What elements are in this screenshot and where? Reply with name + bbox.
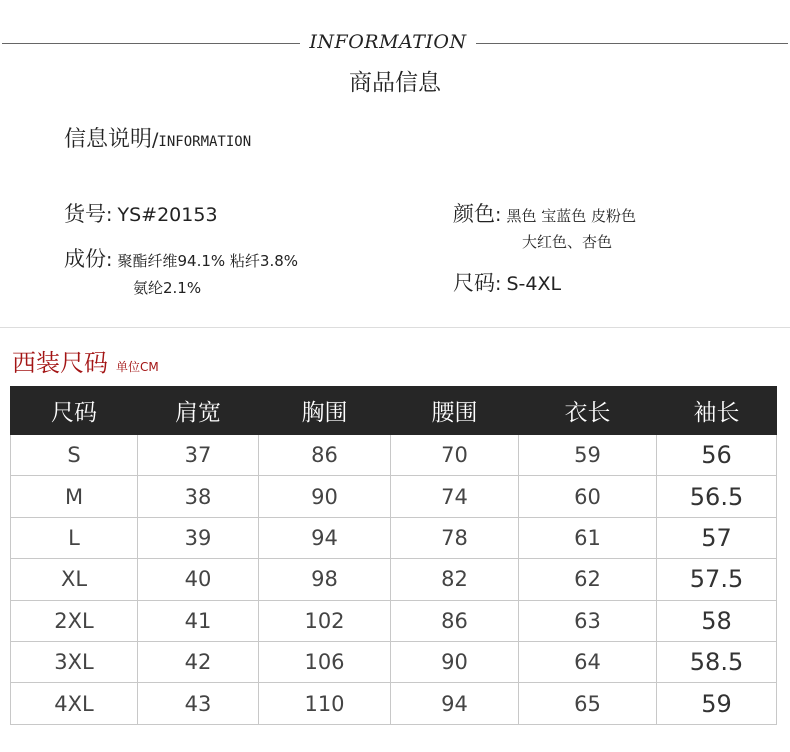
cell-size: 2XL [11,600,138,641]
cell-shoulder: 40 [138,559,259,600]
size-table-body [11,435,777,725]
cell-bust: 90 [259,476,391,517]
header-bust: 胸围 [259,387,391,435]
material-row [64,243,298,273]
material-label: 成份 [64,247,106,271]
cell-sleeve: 56 [657,435,777,476]
cell-shoulder: 37 [138,435,259,476]
cell-shoulder: 38 [138,476,259,517]
cell-shoulder: 43 [138,683,259,724]
header-title-cn: 商品信息 [349,70,441,96]
cell-bust: 98 [259,559,391,600]
info-title-en: INFORMATION [158,134,252,150]
header-divider-left [2,43,300,44]
size-table [10,386,777,725]
size-range-value: S-4XL [506,273,562,295]
table-row [11,641,777,682]
item-number-row [64,198,218,228]
cell-waist: 78 [391,517,519,558]
cell-size: L [11,517,138,558]
header-divider-right [476,43,788,44]
material-line-1: 聚酯纤维94.1% 粘纤3.8% [117,252,299,270]
table-row [11,476,777,517]
cell-sleeve: 56.5 [657,476,777,517]
cell-size: XL [11,559,138,600]
cell-bust: 94 [259,517,391,558]
material-line-2: 氨纶2.1% [133,279,202,297]
cell-length: 65 [519,683,657,724]
color-line-2: 大红色、杏色 [522,233,613,251]
cell-bust: 106 [259,641,391,682]
cell-sleeve: 58.5 [657,641,777,682]
cell-sleeve: 57.5 [657,559,777,600]
cell-waist: 74 [391,476,519,517]
header-shoulder: 肩宽 [138,387,259,435]
table-row [11,683,777,724]
cell-length: 60 [519,476,657,517]
cell-length: 62 [519,559,657,600]
color-label: 颜色 [453,202,495,226]
size-table-header [11,387,777,435]
size-table-header-row [11,387,777,435]
item-number-value: YS#20153 [117,204,218,226]
cell-waist: 70 [391,435,519,476]
info-section-title [64,122,251,153]
section-divider [0,327,790,328]
size-table-unit: 单位CM [116,360,159,374]
cell-bust: 102 [259,600,391,641]
color-row [453,198,636,228]
color-line-1: 黑色 宝蓝色 皮粉色 [506,207,637,225]
info-title-cn: 信息说明 [64,127,153,152]
cell-waist: 90 [391,641,519,682]
size-table-title [12,343,159,378]
size-range-label: 尺码 [453,271,495,295]
cell-shoulder: 39 [138,517,259,558]
cell-length: 59 [519,435,657,476]
cell-shoulder: 41 [138,600,259,641]
table-row [11,600,777,641]
color-colon: : [495,204,502,226]
material-colon: : [106,249,113,271]
info-title-separator: / [152,129,159,151]
cell-bust: 110 [259,683,391,724]
cell-size: 3XL [11,641,138,682]
cell-waist: 86 [391,600,519,641]
table-row [11,435,777,476]
cell-size: 4XL [11,683,138,724]
table-row [11,559,777,600]
cell-length: 64 [519,641,657,682]
cell-bust: 86 [259,435,391,476]
size-range-colon: : [495,273,502,295]
item-number-colon: : [106,204,113,226]
size-range-row [453,267,561,297]
cell-size: M [11,476,138,517]
cell-sleeve: 58 [657,600,777,641]
cell-waist: 94 [391,683,519,724]
header-length: 衣长 [519,387,657,435]
item-number-label: 货号 [64,202,106,226]
header-waist: 腰围 [391,387,519,435]
size-table-title-text: 西装尺码 [12,349,108,377]
cell-sleeve: 57 [657,517,777,558]
header-sleeve: 袖长 [657,387,777,435]
header-size: 尺码 [11,387,138,435]
cell-length: 61 [519,517,657,558]
header-title-en: INFORMATION [309,31,467,53]
cell-length: 63 [519,600,657,641]
cell-sleeve: 59 [657,683,777,724]
table-row [11,517,777,558]
cell-shoulder: 42 [138,641,259,682]
cell-waist: 82 [391,559,519,600]
cell-size: S [11,435,138,476]
